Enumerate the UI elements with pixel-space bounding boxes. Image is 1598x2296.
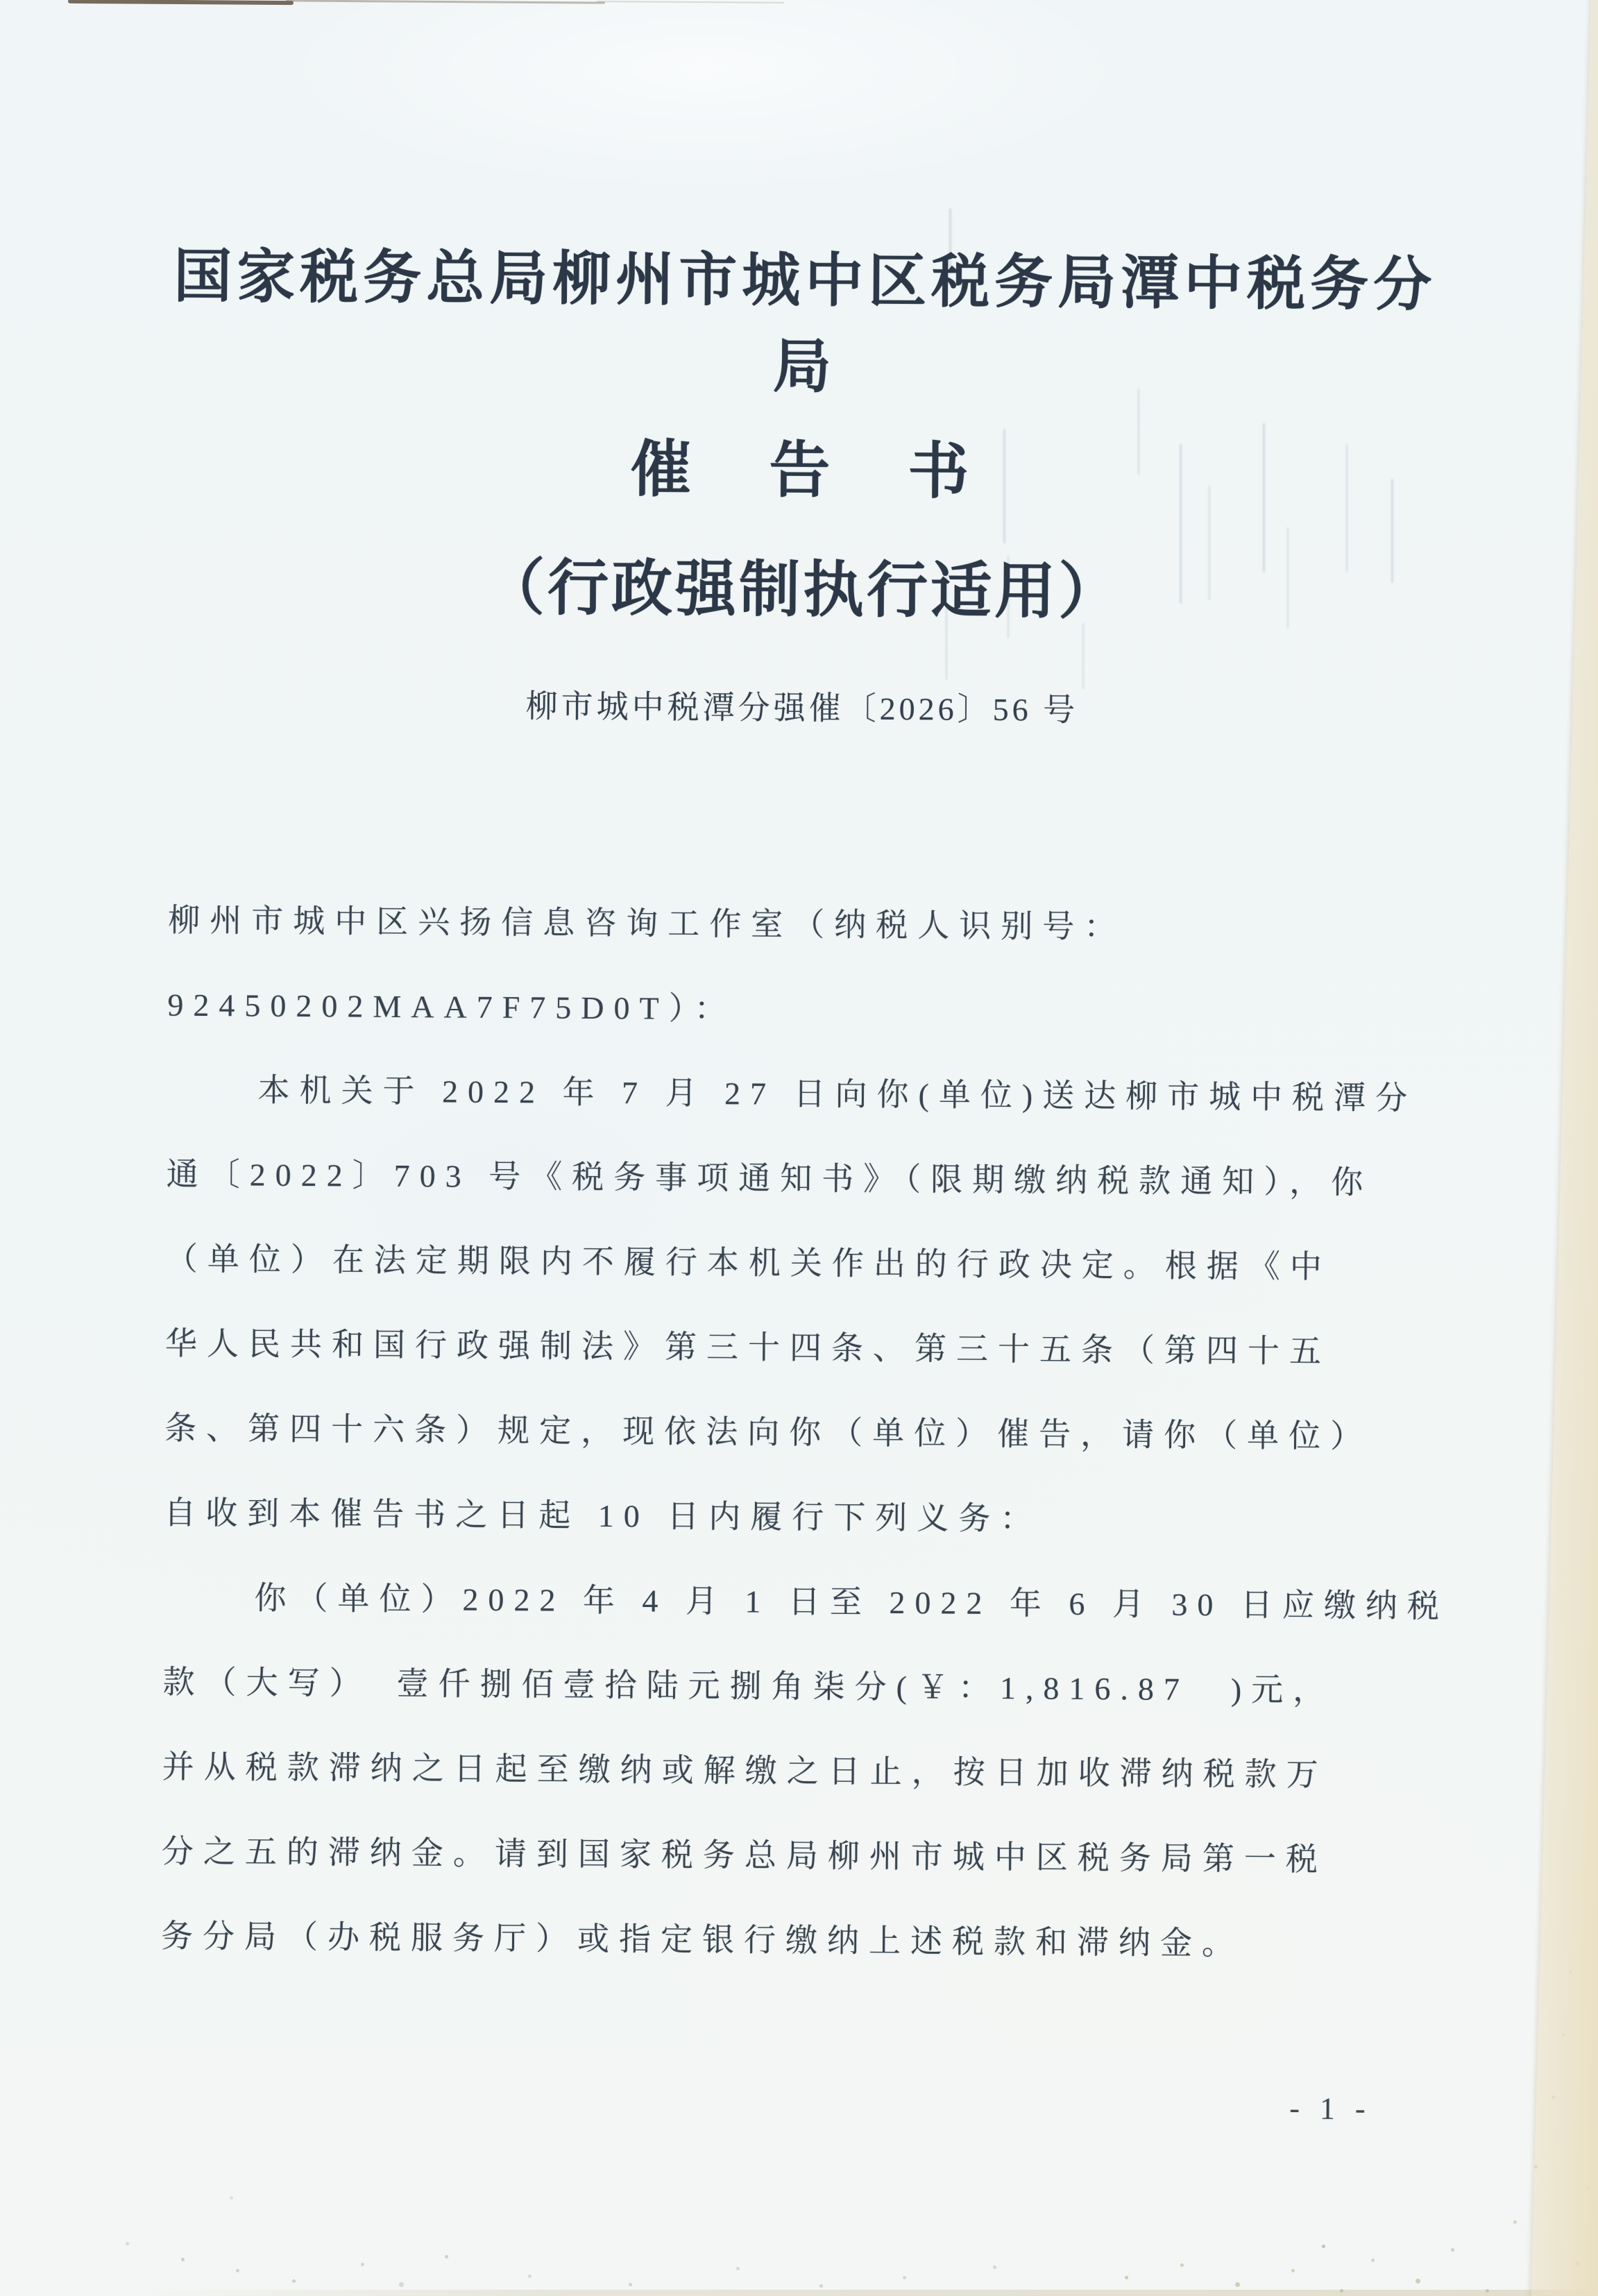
paragraph1-line-3: （单位）在法定期限内不履行本机关作出的行政决定。根据《中 (165, 1241, 1332, 1285)
document-body (161, 878, 1473, 1988)
scan-speckles (0, 0, 2, 2)
document-type-title: 催 告 书 (629, 436, 978, 507)
paragraph1-line-1: 本机关于 2022 年 7 月 27 日向你(单位)送达柳市城中税潭分 (257, 1072, 1418, 1116)
issuer-title-line2: 局 (772, 334, 837, 400)
page-number: - 1 - (1289, 2091, 1372, 2126)
issuer-title-line1: 国家税务总局柳州市城中区税务局潭中税务分 (173, 244, 1437, 318)
addressee-line-1: 柳州市城中区兴扬信息咨询工作室（纳税人识别号： (168, 902, 1126, 945)
paragraph2-line-3: 并从税款滞纳之日起至缴纳或解缴之日止，按日加收滞纳税款万 (162, 1749, 1328, 1793)
addressee-line-2: 92450202MAA7F75D0T）： (167, 987, 736, 1027)
paragraph1-line-6: 自收到本催告书之日起 10 日内履行下列义务： (164, 1495, 1042, 1537)
document-subtitle: （行政强制执行适用） (483, 554, 1123, 627)
paragraph2-line-4: 分之五的滞纳金。请到国家税务总局柳州市城中区税务局第一税 (161, 1833, 1328, 1878)
paragraph2-line-1: 你（单位）2022 年 4 月 1 日至 2022 年 6 月 30 日应缴纳税 (254, 1580, 1450, 1624)
paragraph1-line-2: 通〔2022〕703 号《税务事项通知书》（限期缴纳税款通知），你 (166, 1156, 1373, 1200)
paragraph1-line-4: 华人民共和国行政强制法》第三十四条、第三十五条（第四十五 (164, 1325, 1332, 1370)
paragraph2-line-2: 款（大写） 壹仟捌佰壹拾陆元捌角柒分(￥：1,816.87 )元， (162, 1664, 1335, 1708)
document-number: 柳市城中税潭分强催〔2026〕56 号 (525, 688, 1079, 728)
paragraph1-line-5: 条、第四十六条）规定，现依法向你（单位）催告，请你（单位） (164, 1410, 1372, 1454)
paragraph2-line-5: 务分局（办税服务厅）或指定银行缴纳上述税款和滞纳金。 (160, 1918, 1244, 1962)
